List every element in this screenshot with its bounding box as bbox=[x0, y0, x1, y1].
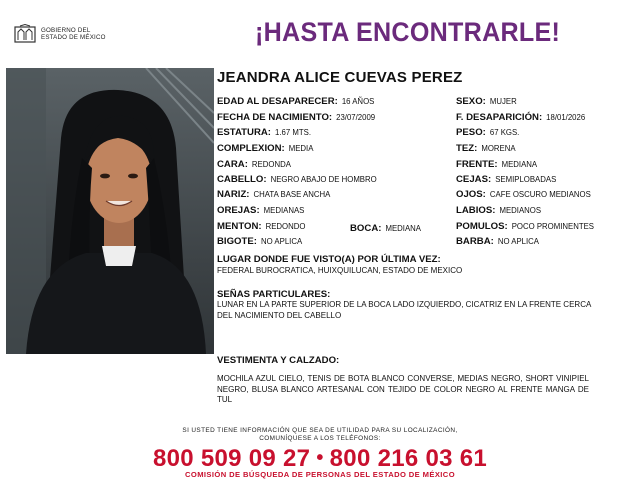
field-hair bbox=[217, 174, 377, 185]
phone-numbers bbox=[0, 445, 640, 473]
field-disappearance-date bbox=[456, 112, 585, 123]
field-eyes bbox=[456, 189, 591, 200]
field-value: MUJER bbox=[489, 97, 517, 106]
government-logo bbox=[14, 24, 106, 44]
field-lips bbox=[456, 205, 541, 216]
field-nose bbox=[217, 189, 330, 200]
contact-note-line-2: COMUNÍQUESE A LOS TELÉFONOS: bbox=[259, 435, 381, 442]
field-label: FRENTE: bbox=[456, 159, 498, 170]
field-label: NARIZ: bbox=[217, 189, 250, 200]
field-face bbox=[217, 159, 291, 170]
field-value: 23/07/2009 bbox=[336, 113, 376, 122]
field-label: OREJAS: bbox=[217, 205, 260, 216]
marks-value: LUNAR EN LA PARTE SUPERIOR DE LA BOCA LADO IZQUIERDO, CICATRIZ EN LA FRENTE CERCA DEL NACIMIENTO DEL CABELLO bbox=[217, 300, 591, 320]
field-value: REDONDO bbox=[265, 222, 306, 231]
field-value: POCO PROMINENTES bbox=[511, 222, 595, 231]
field-label: SEXO: bbox=[456, 96, 486, 107]
commission-name: COMISIÓN DE BÚSQUEDA DE PERSONAS DEL ESTADO DE MÉXICO bbox=[185, 470, 455, 479]
field-label: ESTATURA: bbox=[217, 127, 272, 138]
field-label: PESO: bbox=[456, 127, 486, 138]
field-label: FECHA DE NACIMIENTO: bbox=[217, 112, 333, 123]
field-eyebrows bbox=[456, 174, 556, 185]
field-age bbox=[217, 96, 374, 107]
missing-person-photo bbox=[6, 68, 214, 354]
field-beard bbox=[456, 236, 539, 247]
field-value: MORENA bbox=[481, 144, 516, 153]
field-forehead bbox=[456, 159, 537, 170]
gov-line-2: ESTADO DE MÉXICO bbox=[41, 34, 106, 41]
field-value: MEDIANA bbox=[385, 224, 421, 233]
field-weight bbox=[456, 127, 519, 138]
field-value: MEDIANA bbox=[501, 160, 538, 169]
separator-dot: • bbox=[316, 447, 324, 469]
field-value: NO APLICA bbox=[260, 237, 303, 246]
last-seen-value: FEDERAL BUROCRATICA, HUIXQUILUCAN, ESTADO DE MEXICO bbox=[217, 266, 463, 275]
phone-number-1[interactable]: 800 509 09 27 bbox=[152, 445, 311, 472]
field-value: MEDIANAS bbox=[263, 206, 305, 215]
field-label: EDAD AL DESAPARECER: bbox=[217, 96, 338, 107]
field-label: COMPLEXION: bbox=[217, 143, 285, 154]
field-label: CARA: bbox=[217, 159, 248, 170]
field-label: TEZ: bbox=[456, 143, 478, 154]
headline: ¡HASTA ENCONTRARLE! bbox=[255, 17, 561, 47]
field-value: CHATA BASE ANCHA bbox=[253, 190, 331, 199]
field-label: OJOS: bbox=[456, 189, 486, 200]
field-label: LABIOS: bbox=[456, 205, 496, 216]
clothing-label: VESTIMENTA Y CALZADO: bbox=[217, 355, 340, 366]
field-label: POMULOS: bbox=[456, 221, 508, 232]
field-label: CABELLO: bbox=[217, 174, 267, 185]
field-mouth bbox=[350, 223, 421, 234]
last-seen-label: LUGAR DONDE FUE VISTO(A) POR ÚLTIMA VEZ: bbox=[217, 254, 441, 265]
field-build bbox=[217, 143, 313, 154]
state-emblem-icon bbox=[14, 24, 36, 44]
field-label: MENTON: bbox=[217, 221, 262, 232]
field-label: BARBA: bbox=[456, 236, 494, 247]
field-ears bbox=[217, 205, 304, 216]
field-value: 1.67 MTS. bbox=[275, 128, 311, 137]
field-label: BIGOTE: bbox=[217, 236, 257, 247]
field-value: SEMIPLOBADAS bbox=[495, 175, 557, 184]
field-value: 16 AÑOS bbox=[341, 97, 375, 106]
field-value: REDONDA bbox=[251, 160, 291, 169]
contact-note-line-1: SI USTED TIENE INFORMACIÓN QUE SEA DE UTILIDAD PARA SU LOCALIZACIÓN, bbox=[182, 427, 458, 434]
field-value: NO APLICA bbox=[497, 237, 540, 246]
field-value: NEGRO ABAJO DE HOMBRO bbox=[270, 175, 377, 184]
field-value: MEDIA bbox=[288, 144, 314, 153]
field-label: BOCA: bbox=[350, 223, 382, 234]
field-cheekbones bbox=[456, 221, 594, 232]
field-label: F. DESAPARICIÓN: bbox=[456, 112, 543, 123]
field-label: CEJAS: bbox=[456, 174, 492, 185]
field-value: MEDIANOS bbox=[499, 206, 542, 215]
field-sex bbox=[456, 96, 517, 107]
field-birth-date bbox=[217, 112, 375, 123]
person-name: JEANDRA ALICE CUEVAS PEREZ bbox=[217, 69, 463, 86]
field-value: 18/01/2026 bbox=[546, 113, 586, 122]
field-mustache bbox=[217, 236, 302, 247]
field-value: 67 KGS. bbox=[489, 128, 520, 137]
government-name bbox=[41, 27, 106, 41]
field-value: CAFE OSCURO MEDIANOS bbox=[489, 190, 591, 199]
field-height bbox=[217, 127, 311, 138]
field-chin bbox=[217, 221, 305, 232]
gov-line-1: GOBIERNO DEL bbox=[41, 27, 91, 34]
clothing-value: MOCHILA AZUL CIELO, TENIS DE BOTA BLANCO CONVERSE, MEDIAS NEGRO, SHORT VINIPIEL NEGRO, BLUSA BLANCO ARTESANAL CON TEJIDO DE COLOR NEGRO AL FRENTE MANGA DE TUL bbox=[217, 374, 589, 404]
marks-label: SEÑAS PARTICULARES: bbox=[217, 289, 331, 300]
field-complexion bbox=[456, 143, 516, 154]
phone-number-2[interactable]: 800 216 03 61 bbox=[329, 445, 488, 472]
